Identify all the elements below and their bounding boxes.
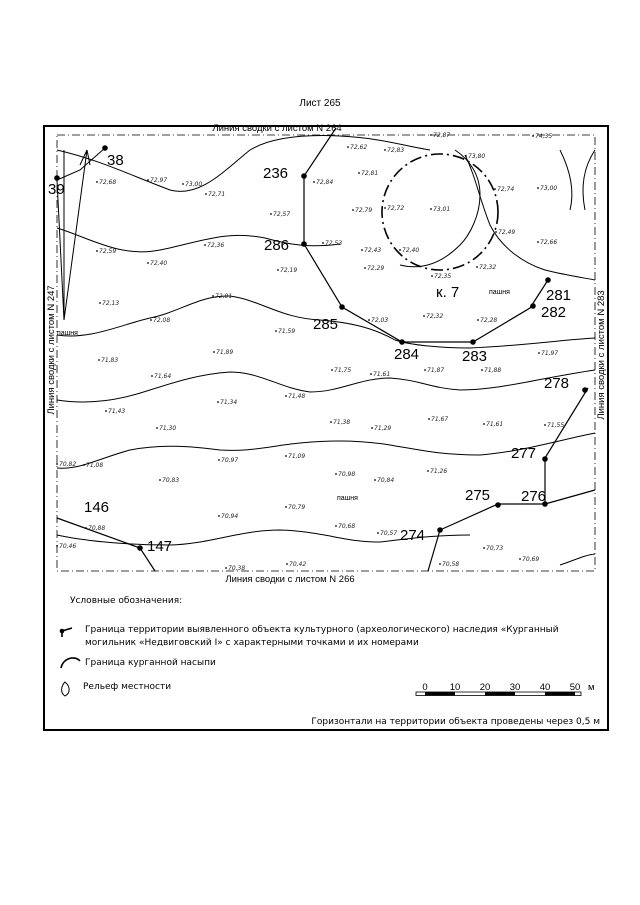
elevation-dot	[431, 275, 433, 277]
svg-text:50: 50	[569, 682, 581, 693]
point-277-label: 277	[511, 445, 537, 462]
elevation-value: 72,03	[371, 317, 389, 324]
field-label: пашня	[337, 495, 358, 502]
elevation-dot	[96, 181, 98, 183]
elevation-dot	[495, 231, 497, 233]
elevation-dot	[322, 242, 324, 244]
elevation-value: 72,29	[367, 265, 385, 272]
elevation-value: 72,32	[426, 313, 444, 320]
elevation-value: 72,62	[350, 144, 368, 151]
elevation-value: 70,94	[221, 513, 239, 520]
elevation-value: 72,53	[325, 240, 343, 247]
elevation-value: 71,67	[431, 416, 449, 423]
field-label: пашня	[57, 330, 78, 337]
elevation-value: 71,48	[288, 393, 306, 400]
legend	[60, 596, 559, 696]
elevation-dot	[481, 369, 483, 371]
elevation-dot	[477, 319, 479, 321]
point-146-label: 146	[84, 499, 110, 516]
point-275-label: 275	[465, 487, 491, 504]
elevation-dot	[384, 207, 386, 209]
site-boundary-west	[57, 148, 105, 320]
elevation-value: 72,59	[99, 248, 117, 255]
relief-symbol-icon	[62, 682, 70, 696]
point-286-label: 286	[264, 237, 290, 254]
elevation-value: 70,82	[59, 461, 77, 468]
point-labels	[48, 152, 571, 555]
elevation-value: 72,49	[498, 229, 516, 236]
elevation-dot	[83, 464, 85, 466]
characteristic-points	[54, 145, 588, 551]
elevation-dot	[371, 427, 373, 429]
point-39-label: 39	[48, 181, 65, 198]
elevation-dot	[285, 506, 287, 508]
elevation-dot	[330, 421, 332, 423]
elevation-value: 71,43	[108, 408, 126, 415]
elevation-value: 71,64	[154, 373, 172, 380]
elevation-dot	[218, 515, 220, 517]
elevation-dot	[384, 149, 386, 151]
elevation-value: 72,13	[102, 300, 120, 307]
elevation-dot	[204, 244, 206, 246]
elevation-dot	[218, 459, 220, 461]
elevation-value: 72,43	[364, 247, 382, 254]
point-278-label: 278	[544, 375, 570, 392]
svg-text:20: 20	[479, 682, 491, 693]
point-283-label: 283	[462, 348, 488, 365]
elevation-value: 71,26	[430, 468, 448, 475]
elevation-dot	[99, 302, 101, 304]
elevation-dot	[430, 208, 432, 210]
elevation-dot	[151, 375, 153, 377]
elevation-dot	[96, 250, 98, 252]
elevation-value: 73,00	[540, 185, 558, 192]
elevation-dot	[483, 423, 485, 425]
elevation-dot	[286, 563, 288, 565]
elevation-dot	[368, 319, 370, 321]
elevation-dot	[217, 401, 219, 403]
elevation-dot	[439, 563, 441, 565]
elevation-value: 72,57	[273, 211, 291, 218]
elevation-dot	[544, 424, 546, 426]
elevation-dot	[358, 172, 360, 174]
elevation-dot	[519, 558, 521, 560]
elevation-dot	[213, 351, 215, 353]
elevation-value: 72,28	[480, 317, 498, 324]
elevation-value: 71,87	[427, 367, 445, 374]
elevation-value: 70,38	[228, 565, 246, 572]
elevation-dot	[331, 369, 333, 371]
elevation-value: 71,38	[333, 419, 351, 426]
elevation-value: 72,68	[99, 179, 117, 186]
legend-mound: Граница курганной насыпи	[85, 658, 216, 668]
elevation-value: 72,72	[387, 205, 405, 212]
elevation-dot	[285, 395, 287, 397]
elevation-value: 74,35	[535, 133, 553, 140]
elevation-value: 72,81	[361, 170, 379, 177]
elevation-dot	[85, 527, 87, 529]
elevation-value: 72,84	[316, 179, 334, 186]
elevation-value: 70,84	[377, 477, 395, 484]
elevation-dot	[377, 532, 379, 534]
elevation-dot	[538, 352, 540, 354]
elevation-marks	[56, 132, 567, 572]
elevation-dot	[399, 249, 401, 251]
elevation-value: 71,08	[86, 462, 104, 469]
elevation-value: 71,29	[374, 425, 392, 432]
elevation-dot	[270, 213, 272, 215]
elevation-dot	[212, 295, 214, 297]
elevation-value: 72,71	[208, 191, 226, 198]
elevation-dot	[313, 181, 315, 183]
contour-lines	[57, 136, 595, 565]
elevation-value: 72,36	[207, 242, 225, 249]
elevation-dot	[335, 525, 337, 527]
field-label: пашня	[489, 289, 510, 296]
elevation-value: 71,75	[334, 367, 352, 374]
elevation-value: 71,09	[288, 453, 306, 460]
elevation-value: 72,35	[434, 273, 452, 280]
edge-label-bottom: Линия сводки с листом N 266	[225, 574, 355, 585]
elevation-value: 72,66	[540, 239, 558, 246]
elevation-value: 72,74	[497, 186, 515, 193]
elevation-value: 71,61	[373, 371, 391, 378]
elevation-value: 70,79	[288, 504, 306, 511]
svg-text:30: 30	[509, 682, 521, 693]
point-285-label: 285	[313, 316, 339, 333]
elevation-value: 70,68	[338, 523, 356, 530]
elevation-dot	[56, 545, 58, 547]
site-boundary	[57, 128, 595, 571]
elevation-dot	[147, 179, 149, 181]
elevation-value: 71,83	[101, 357, 119, 364]
elevation-value: 73,01	[433, 206, 451, 213]
sheet-boundary	[57, 135, 595, 571]
elevation-dot	[98, 359, 100, 361]
elevation-value: 72,01	[215, 293, 233, 300]
elevation-dot	[364, 267, 366, 269]
point-274-label: 274	[400, 527, 426, 544]
elevation-dot	[361, 249, 363, 251]
scale-bar	[416, 682, 595, 696]
elevation-value: 70,57	[380, 530, 398, 537]
svg-text:40: 40	[539, 682, 551, 693]
elevation-value: 70,46	[59, 543, 77, 550]
kurgan-label: к. 7	[436, 284, 460, 301]
elevation-dot	[352, 209, 354, 211]
elevation-dot	[494, 188, 496, 190]
elevation-dot	[275, 330, 277, 332]
elevation-dot	[532, 135, 534, 137]
scale-unit: м	[588, 682, 595, 693]
sheet-title: Лист 265	[299, 98, 341, 109]
elevation-dot	[430, 134, 432, 136]
elevation-value: 72,08	[153, 317, 171, 324]
point-38-label: 38	[107, 152, 124, 169]
elevation-value: 70,69	[522, 556, 540, 563]
elevation-dot	[537, 241, 539, 243]
elevation-dot	[370, 373, 372, 375]
elevation-value: 70,58	[442, 561, 460, 568]
elevation-dot	[424, 369, 426, 371]
mound-symbol-icon	[61, 658, 80, 668]
elevation-dot	[182, 183, 184, 185]
elevation-value: 71,55	[547, 422, 565, 429]
elevation-dot	[147, 262, 149, 264]
elevation-dot	[483, 547, 485, 549]
svg-text:0: 0	[422, 682, 428, 693]
elevation-value: 71,30	[159, 425, 177, 432]
point-236-label: 236	[263, 165, 289, 182]
elevation-value: 71,59	[278, 328, 296, 335]
elevation-dot	[476, 266, 478, 268]
elevation-value: 72,40	[402, 247, 420, 254]
elevation-value: 71,97	[541, 350, 559, 357]
legend-boundary-line1: Граница территории выявленного объекта культурного (археологического) наследия «Курганный	[85, 625, 559, 635]
elevation-dot	[347, 146, 349, 148]
elevation-dot	[105, 410, 107, 412]
elevation-dot	[537, 187, 539, 189]
elevation-value: 72,97	[150, 177, 168, 184]
elevation-dot	[374, 479, 376, 481]
elevation-dot	[156, 427, 158, 429]
svg-text:10: 10	[449, 682, 461, 693]
elevation-dot	[159, 479, 161, 481]
elevation-value: 72,87	[433, 132, 451, 139]
legend-boundary-line2: могильник «Недвиговский I» с характерными точками и их номерами	[85, 638, 419, 648]
elevation-value: 70,83	[162, 477, 180, 484]
elevation-dot	[150, 319, 152, 321]
edge-label-right: Линия сводки с листом N 283	[596, 290, 607, 420]
elevation-value: 72,32	[479, 264, 497, 271]
point-282-label: 282	[541, 304, 567, 321]
elevation-value: 70,97	[221, 457, 239, 464]
legend-title: Условные обозначения:	[70, 596, 183, 606]
elevation-value: 70,42	[289, 561, 307, 568]
point-281-label: 281	[546, 287, 572, 304]
elevation-dot	[205, 193, 207, 195]
elevation-dot	[277, 269, 279, 271]
elevation-dot	[56, 463, 58, 465]
elevation-value: 73,00	[185, 181, 203, 188]
elevation-value: 70,88	[88, 525, 106, 532]
elevation-dot	[427, 470, 429, 472]
point-284-label: 284	[394, 346, 420, 363]
elevation-value: 71,61	[486, 421, 504, 428]
elevation-value: 72,19	[280, 267, 298, 274]
elevation-value: 71,88	[484, 367, 502, 374]
elevation-value: 73,80	[468, 153, 486, 160]
point-147-label: 147	[147, 538, 173, 555]
elevation-value: 70,98	[338, 471, 356, 478]
point-276-label: 276	[521, 488, 547, 505]
edge-label-top: Линия сводки с листом N 264	[212, 123, 342, 134]
elevation-value: 71,89	[216, 349, 234, 356]
elevation-value: 72,79	[355, 207, 373, 214]
elevation-value: 72,40	[150, 260, 168, 267]
contour-note: Горизонтали на территории объекта проведены через 0,5 м	[311, 717, 600, 727]
elevation-value: 71,34	[220, 399, 238, 406]
elevation-dot	[465, 155, 467, 157]
elevation-dot	[285, 455, 287, 457]
elevation-dot	[335, 473, 337, 475]
elevation-dot	[225, 567, 227, 569]
elevation-value: 72,83	[387, 147, 405, 154]
legend-relief: Рельеф местности	[83, 682, 172, 692]
elevation-value: 70,73	[486, 545, 504, 552]
elevation-dot	[423, 315, 425, 317]
elevation-dot	[428, 418, 430, 420]
edge-label-left: Линия сводки с листом N 247	[46, 285, 57, 415]
